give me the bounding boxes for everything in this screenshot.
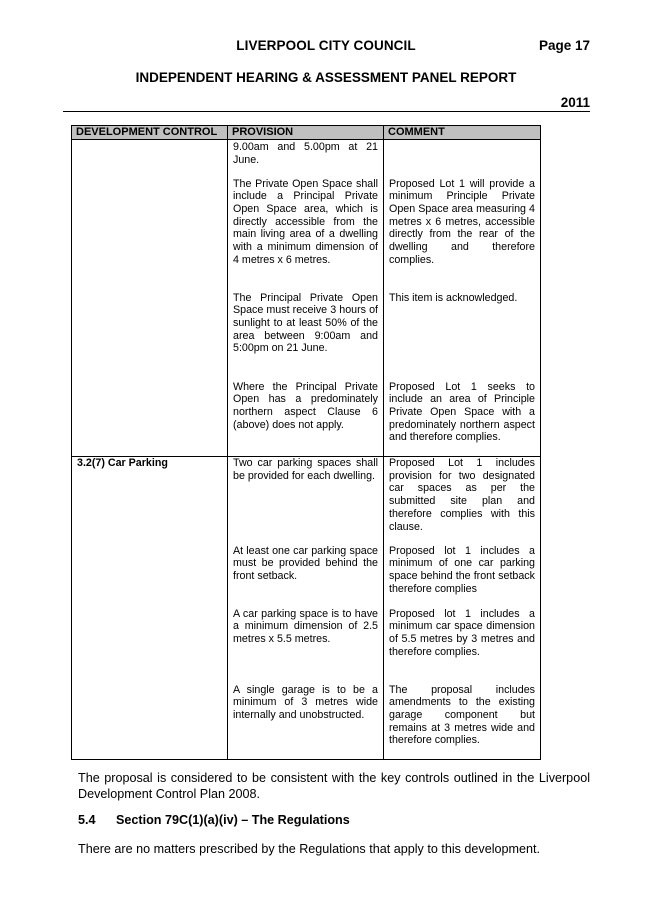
provision-cell: A car parking space is to have a minimum dimension of 2.5 metres x 5.5 metres. [228,608,384,684]
council-name: LIVERPOOL CITY COUNCIL [236,38,416,53]
control-cell [72,140,228,178]
section-heading: Section 79C(1)(a)(iv) – The Regulations [116,813,350,827]
table-row [72,178,541,292]
page-number: Page 17 [538,38,590,53]
comment-cell: This item is acknowledged. [384,292,541,381]
comment-cell: Proposed lot 1 includes a minimum car space dimension of 5.5 metres by 3 metres and therefore complies. [384,608,541,684]
control-cell [72,292,228,381]
development-control-table [71,125,541,760]
control-cell [72,178,228,292]
table-row [72,684,541,760]
provision-cell: A single garage is to be a minimum of 3 metres wide internally and unobstructed. [228,684,384,760]
control-cell: 3.2(7) Car Parking [72,457,228,545]
column-header-control: DEVELOPMENT CONTROL [72,126,228,140]
control-cell [72,608,228,684]
table-header-row [72,126,541,140]
provision-cell: The Principal Private Open Space must receive 3 hours of sunlight to at least 50% of the area between 9:00am and 5:00pm on 21 June. [228,292,384,381]
provision-cell: 9.00am and 5.00pm at 21 June. [228,140,384,178]
report-title: INDEPENDENT HEARING & ASSESSMENT PANEL REPORT [135,70,517,85]
provision-cell: The Private Open Space shall include a Principal Private Open Space area, which is directly accessible from the main living area of a dwelling with a minimum dimension of 4 metres x 6 metres. [228,178,384,292]
comment-cell: Proposed Lot 1 seeks to include an area of Principle Private Open Space with a predominately northern aspect and therefore complies. [384,381,541,457]
comment-cell: Proposed Lot 1 will provide a minimum Principle Private Open Space area measuring 4 metres x 6 metres, accessible directly from the rear of the dwelling and therefore complies. [384,178,541,292]
comment-cell: Proposed Lot 1 includes provision for two designated car spaces as per the submitted site plan and therefore complies with this clause. [384,457,541,545]
provision-cell: Where the Principal Private Open has a predominately northern aspect Clause 6 (above) does not apply. [228,381,384,457]
column-header-comment: COMMENT [384,126,541,140]
control-cell [72,545,228,608]
section-number: 5.4 [78,813,96,827]
table-row [72,457,541,545]
comment-cell: Proposed lot 1 includes a minimum of one car parking space behind the front setback therefore complies [384,545,541,608]
comment-cell: The proposal includes amendments to the existing garage component but remains at 3 metres wide and therefore complies. [384,684,541,760]
column-header-provision: PROVISION [228,126,384,140]
provision-cell: Two car parking spaces shall be provided for each dwelling. [228,457,384,545]
provision-cell: At least one car parking space must be provided behind the front setback. [228,545,384,608]
conclusion-paragraph: The proposal is considered to be consistent with the key controls outlined in the Liverpool Development Control Plan 2008. [78,771,590,801]
report-year: 2011 [560,95,590,110]
regulations-paragraph: There are no matters prescribed by the Regulations that apply to this development. [78,842,541,856]
table-row [72,545,541,608]
comment-cell [384,140,541,178]
table-row [72,608,541,684]
table-row [72,140,541,178]
header-divider [63,111,590,112]
control-cell [72,684,228,760]
table-row [72,292,541,381]
table-row [72,381,541,457]
control-cell [72,381,228,457]
